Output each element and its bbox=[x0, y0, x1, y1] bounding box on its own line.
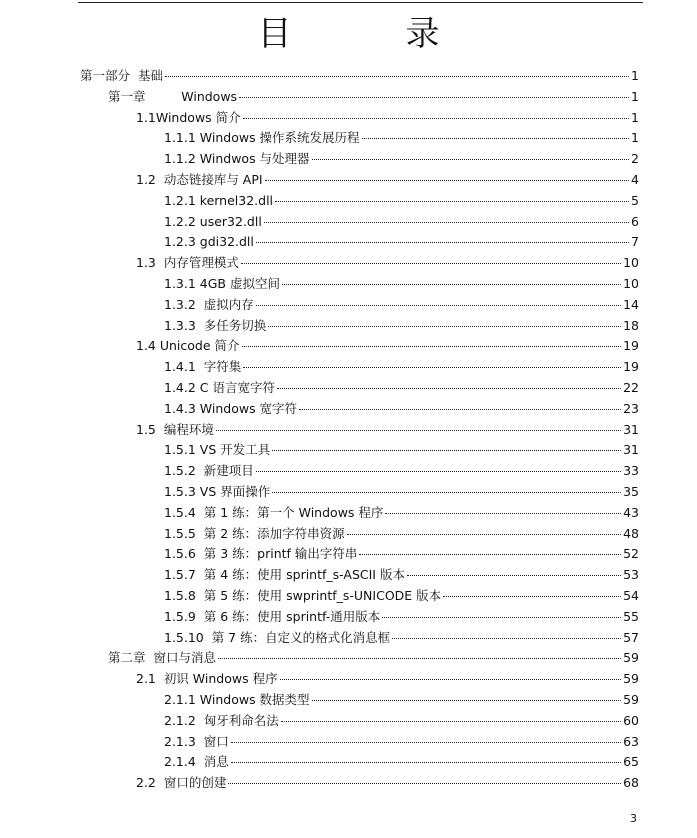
toc-entry-title: 1.5.1 VS 开发工具 bbox=[164, 442, 271, 458]
toc-entry-title: 1.2 动态链接库与 API bbox=[136, 172, 263, 187]
toc-entry-title: 1.4.1 字符集 bbox=[164, 359, 242, 375]
toc-dot-leader bbox=[407, 575, 621, 576]
toc-entry[interactable] bbox=[164, 316, 639, 336]
toc-entry-page: 14 bbox=[623, 296, 639, 312]
toc-entry[interactable] bbox=[136, 773, 639, 793]
toc-dot-leader bbox=[299, 409, 621, 410]
toc-entry[interactable] bbox=[136, 336, 639, 356]
toc-entry-title: 1.5.3 VS 界面操作 bbox=[164, 484, 271, 499]
toc-entry-title: 1.3 内存管理模式 bbox=[136, 255, 239, 271]
toc-entry-title: 第一部分 基础 bbox=[80, 68, 163, 83]
toc-entry-title: 1.3.3 多任务切换 bbox=[164, 317, 267, 333]
toc-entry[interactable] bbox=[164, 732, 639, 752]
toc-entry[interactable] bbox=[164, 399, 639, 419]
toc-entry[interactable] bbox=[164, 607, 639, 627]
toc-dot-leader bbox=[216, 430, 621, 431]
toc-entry-page: 22 bbox=[623, 380, 639, 395]
toc-entry-title: 1.5.2 新建项目 bbox=[164, 463, 254, 479]
toc-dot-leader bbox=[256, 471, 621, 472]
toc-dot-leader bbox=[256, 242, 629, 243]
toc-entry[interactable] bbox=[80, 66, 639, 86]
toc-entry-page: 59 bbox=[623, 650, 639, 666]
toc-entry-title: 1.5.8 第 5 练：使用 swprintf_s-UNICODE 版本 bbox=[164, 588, 442, 603]
toc-entry-page: 1 bbox=[631, 109, 639, 125]
toc-entry-title: 1.3.1 4GB 虚拟空间 bbox=[164, 276, 280, 291]
toc-dot-leader bbox=[228, 783, 621, 784]
toc-entry[interactable] bbox=[136, 420, 639, 440]
toc-entry-page: 52 bbox=[623, 546, 639, 562]
toc-entry-title: 1.4.3 Windows 宽字符 bbox=[164, 400, 298, 416]
toc-entry-page: 1 bbox=[631, 68, 639, 83]
toc-dot-leader bbox=[256, 305, 621, 306]
toc-dot-leader bbox=[282, 284, 621, 285]
toc-dot-leader bbox=[165, 76, 629, 77]
toc-dot-leader bbox=[218, 658, 621, 659]
toc-entry-title: 2.1.1 Windows 数据类型 bbox=[164, 692, 310, 707]
toc-entry[interactable] bbox=[164, 440, 639, 460]
toc-entry-page: 1 bbox=[631, 130, 639, 146]
toc-entry-title: 2.1.4 消息 bbox=[164, 754, 229, 770]
toc-entry[interactable] bbox=[136, 108, 639, 128]
toc-entry[interactable] bbox=[164, 524, 639, 544]
toc-entry-page: 31 bbox=[623, 442, 639, 458]
toc-entry-page: 2 bbox=[631, 151, 639, 167]
toc-dot-leader bbox=[272, 450, 621, 451]
toc-entry[interactable] bbox=[164, 191, 639, 211]
toc-entry[interactable] bbox=[164, 565, 639, 585]
toc-entry-title: 1.5 编程环境 bbox=[136, 421, 214, 437]
toc-entry-title: 2.1.2 匈牙利命名法 bbox=[164, 712, 279, 728]
toc-entry-page: 48 bbox=[623, 525, 639, 541]
toc-entry[interactable] bbox=[108, 648, 639, 668]
toc-entry-page: 10 bbox=[623, 276, 639, 291]
toc-entry-title: 1.5.6 第 3 练：printf 输出字符串 bbox=[164, 546, 358, 562]
toc-dot-leader bbox=[312, 159, 629, 160]
toc-entry-page: 60 bbox=[623, 712, 639, 728]
toc-entry-title: 1.1.1 Windows 操作系统发展历程 bbox=[164, 130, 360, 146]
toc-entry-title: 第一章 Windows bbox=[108, 88, 238, 104]
toc-entry[interactable] bbox=[164, 690, 639, 710]
toc-entry-title: 1.2.2 user32.dll bbox=[164, 213, 262, 229]
toc-entry-page: 1 bbox=[631, 88, 639, 104]
toc-entry-title: 1.5.10 第 7 练：自定义的格式化消息框 bbox=[164, 629, 391, 645]
toc-entry-page: 65 bbox=[623, 754, 639, 770]
toc-entry-title: 1.1Windows 简介 bbox=[136, 109, 241, 125]
toc-entry-title: 1.5.9 第 6 练：使用 sprintf-通用版本 bbox=[164, 608, 381, 624]
toc-dot-leader bbox=[382, 617, 621, 618]
toc-entry-page: 33 bbox=[623, 463, 639, 479]
toc-dot-leader bbox=[392, 638, 621, 639]
toc-dot-leader bbox=[281, 721, 621, 722]
toc-dot-leader bbox=[275, 201, 629, 202]
toc-entry[interactable] bbox=[164, 503, 639, 523]
toc-entry-page: 55 bbox=[623, 608, 639, 624]
toc-entry-page: 59 bbox=[623, 692, 639, 707]
toc-dot-leader bbox=[312, 700, 622, 701]
toc-entry-title: 1.3.2 虚拟内存 bbox=[164, 296, 254, 312]
toc-entry[interactable] bbox=[164, 357, 639, 377]
toc-dot-leader bbox=[242, 346, 622, 347]
toc-entry[interactable] bbox=[164, 482, 639, 502]
toc-entry-page: 59 bbox=[623, 671, 639, 687]
toc-entry-page: 68 bbox=[623, 775, 639, 791]
toc-entry-page: 31 bbox=[623, 421, 639, 437]
toc-entry-page: 6 bbox=[631, 213, 639, 229]
toc-dot-leader bbox=[231, 762, 621, 763]
toc-entry-page: 19 bbox=[623, 338, 639, 354]
toc-entry-page: 19 bbox=[623, 359, 639, 375]
toc-entry-title: 1.5.5 第 2 练：添加字符串资源 bbox=[164, 525, 345, 541]
toc-entry-title: 1.4 Unicode 简介 bbox=[136, 338, 240, 354]
toc-entry[interactable] bbox=[164, 586, 639, 606]
toc-dot-leader bbox=[277, 388, 621, 389]
toc-entry[interactable] bbox=[136, 170, 639, 190]
toc-dot-leader bbox=[264, 222, 629, 223]
toc-dot-leader bbox=[347, 534, 621, 535]
toc-dot-leader bbox=[268, 326, 621, 327]
toc-entry[interactable] bbox=[164, 212, 639, 232]
page-title: 目 录 bbox=[257, 14, 480, 54]
toc-dot-leader bbox=[243, 367, 621, 368]
toc-dot-leader bbox=[241, 263, 621, 264]
toc-dot-leader bbox=[239, 97, 629, 98]
toc-entry-page: 23 bbox=[623, 400, 639, 416]
toc-dot-leader bbox=[385, 513, 621, 514]
toc-entry[interactable] bbox=[164, 628, 639, 648]
toc-entry-title: 2.2 窗口的创建 bbox=[136, 775, 227, 791]
toc-entry-page: 35 bbox=[623, 484, 639, 499]
toc-dot-leader bbox=[280, 679, 622, 680]
toc-entry[interactable] bbox=[108, 87, 639, 107]
toc-entry-page: 57 bbox=[623, 629, 639, 645]
toc-dot-leader bbox=[231, 742, 621, 743]
toc-entry-page: 53 bbox=[623, 567, 639, 583]
toc-entry[interactable] bbox=[164, 544, 639, 564]
toc-entry-title: 1.5.7 第 4 练：使用 sprintf_s-ASCII 版本 bbox=[164, 567, 405, 583]
toc-entry-title: 1.2.1 kernel32.dll bbox=[164, 192, 274, 208]
toc-dot-leader bbox=[362, 138, 629, 139]
toc-entry-page: 5 bbox=[631, 192, 639, 208]
toc-entry[interactable] bbox=[164, 461, 639, 481]
toc-entry[interactable] bbox=[136, 253, 639, 273]
toc-entry[interactable] bbox=[164, 752, 639, 772]
toc-entry-title: 1.5.4 第 1 练：第一个 Windows 程序 bbox=[164, 504, 384, 520]
toc-entry-page: 54 bbox=[623, 588, 639, 603]
toc-entry-title: 1.4.2 C 语言宽字符 bbox=[164, 380, 275, 395]
toc-entry[interactable] bbox=[164, 232, 639, 252]
toc-entry-page: 43 bbox=[623, 504, 639, 520]
header-rule bbox=[78, 2, 643, 3]
toc-entry[interactable] bbox=[136, 669, 639, 689]
toc-entry[interactable] bbox=[164, 274, 639, 294]
toc-entry-title: 1.2.3 gdi32.dll bbox=[164, 234, 254, 250]
toc-entry-page: 63 bbox=[623, 733, 639, 749]
toc-entry-title: 1.1.2 Windwos 与处理器 bbox=[164, 151, 310, 167]
toc-dot-leader bbox=[243, 118, 629, 119]
toc-dot-leader bbox=[272, 492, 621, 493]
toc-entry-title: 2.1.3 窗口 bbox=[164, 733, 229, 749]
toc-entry-page: 7 bbox=[631, 234, 639, 250]
toc-dot-leader bbox=[265, 180, 629, 181]
toc-entry-page: 4 bbox=[631, 172, 639, 187]
toc-entry-title: 第二章 窗口与消息 bbox=[108, 650, 216, 666]
toc-entry[interactable] bbox=[164, 149, 639, 169]
toc-entry[interactable] bbox=[164, 378, 639, 398]
toc-dot-leader bbox=[443, 596, 621, 597]
footer-page-number: 3 bbox=[630, 812, 637, 825]
toc-entry[interactable] bbox=[164, 711, 639, 731]
toc-entry-page: 10 bbox=[623, 255, 639, 271]
toc-entry-page: 18 bbox=[623, 317, 639, 333]
toc-entry-title: 2.1 初识 Windows 程序 bbox=[136, 671, 278, 687]
toc-entry[interactable] bbox=[164, 295, 639, 315]
toc-entry[interactable] bbox=[164, 128, 639, 148]
toc-dot-leader bbox=[359, 554, 621, 555]
